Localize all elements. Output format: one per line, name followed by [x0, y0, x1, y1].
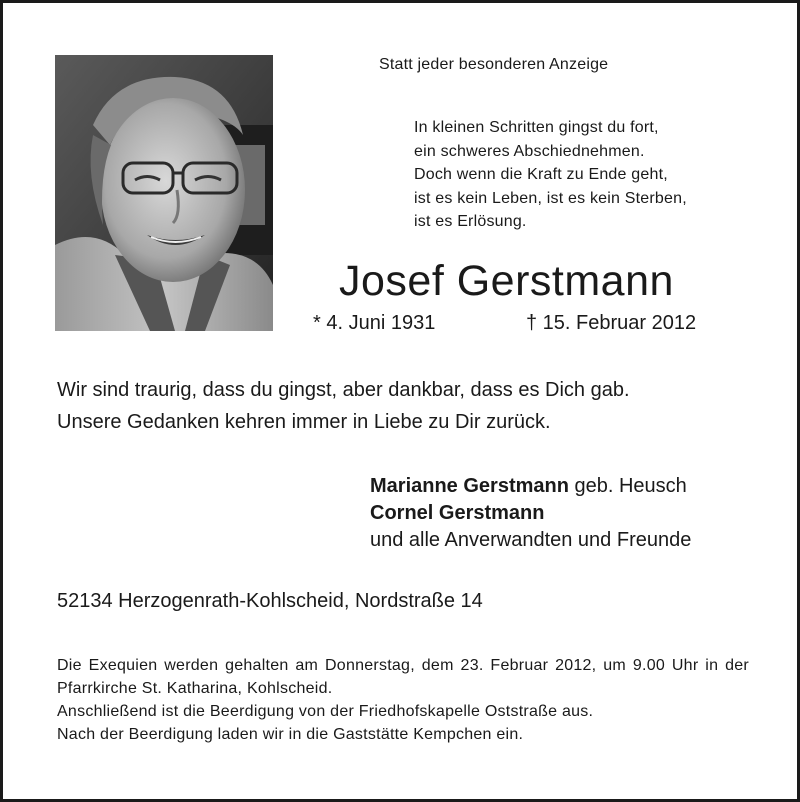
- funeral-info: [57, 654, 749, 746]
- burial-info: Anschließend ist die Beerdigung von der Friedhofskapelle Oststraße aus.: [57, 703, 594, 720]
- notice-header: Statt jeder besonderen Anzeige: [379, 56, 609, 73]
- poem: [414, 116, 687, 234]
- poem-line: In kleinen Schritten gingst du fort,: [414, 119, 659, 136]
- message-line: Wir sind traurig, dass du gingst, aber dankbar, dass es Dich gab.: [57, 379, 630, 401]
- gathering-info: Nach der Beerdigung laden wir in die Gaststätte Kempchen ein.: [57, 726, 524, 743]
- mourner-entry: [370, 500, 691, 527]
- exequies-info: Die Exequien werden gehalten am Donnerstag, dem 23. Februar 2012, um 9.00 Uhr in der Pfarrkirche St. Katharina, Kohlscheid.: [57, 657, 749, 697]
- poem-line: ist es kein Leben, ist es kein Sterben,: [414, 189, 687, 207]
- portrait-photo: [55, 55, 273, 331]
- mourner-maiden-name: geb. Heusch: [568, 475, 687, 497]
- mourner-name: Cornel Gerstmann: [370, 502, 545, 524]
- mourners-list: [370, 473, 691, 554]
- mourner-name: Marianne Gerstmann: [370, 475, 569, 497]
- deceased-name: Josef Gerstmann: [339, 257, 674, 305]
- mourning-message: [57, 374, 630, 438]
- birth-date: * 4. Juni 1931: [313, 312, 436, 334]
- message-line: Unsere Gedanken kehren immer in Liebe zu Dir zurück.: [57, 411, 551, 433]
- mourner-others: und alle Anverwandten und Freunde: [370, 529, 692, 551]
- death-date: † 15. Februar 2012: [526, 312, 697, 334]
- poem-line: ein schweres Abschiednehmen.: [414, 142, 645, 160]
- poem-line: ist es Erlösung.: [414, 213, 527, 230]
- mourner-entry: [370, 473, 691, 500]
- poem-line: Doch wenn die Kraft zu Ende geht,: [414, 166, 668, 183]
- family-address: 52134 Herzogenrath-Kohlscheid, Nordstraße 14: [57, 590, 483, 612]
